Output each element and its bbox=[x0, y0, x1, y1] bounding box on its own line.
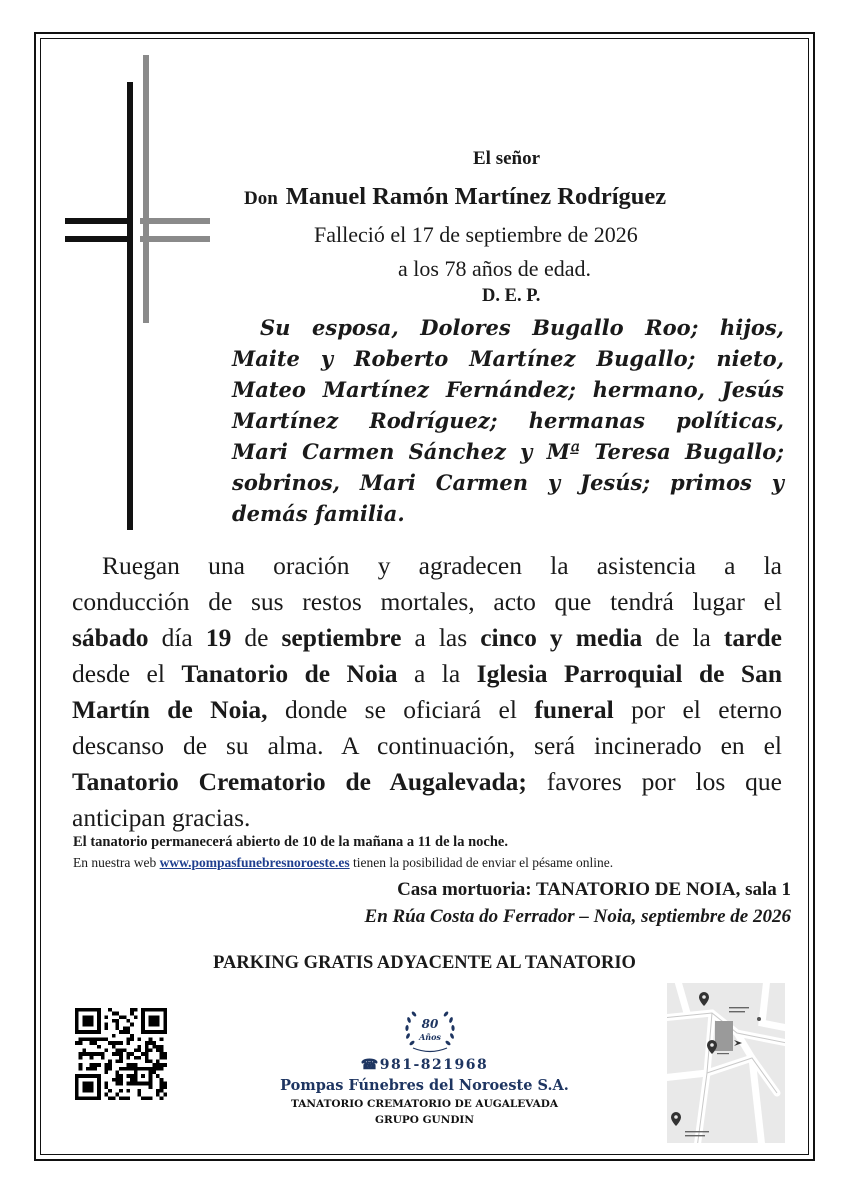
ceremony-line bbox=[72, 620, 782, 656]
ceremony-text: anticipan gracias. bbox=[72, 803, 251, 832]
age-line: a los 78 años de edad. bbox=[398, 256, 592, 281]
title-line: El señor bbox=[473, 148, 541, 169]
family-line: Martínez Rodríguez; hermanas políticas, bbox=[232, 408, 784, 433]
ceremony-bold-text: 19 bbox=[205, 623, 232, 652]
family-line: Su esposa, Dolores Bugallo Roo; hijos, bbox=[260, 315, 784, 340]
ceremony-text: a las bbox=[401, 623, 481, 652]
ceremony-bold-text: septiembre bbox=[281, 623, 402, 652]
casa-mortuoria: Casa mortuoria: TANATORIO DE NOIA, sala 1 bbox=[397, 879, 791, 900]
web-suffix: tienen la posibilidad de enviar el pésame online. bbox=[349, 855, 614, 870]
deceased-name-line bbox=[244, 183, 666, 211]
company-subtitle: TANATORIO CREMATORIO DE AUGALEVADA bbox=[291, 1098, 558, 1110]
family-line: sobrinos, Mari Carmen y Jesús; primos y bbox=[232, 470, 784, 495]
ceremony-bold-text: Martín de Noia, bbox=[72, 695, 268, 724]
ceremony-bold-text: funeral bbox=[534, 695, 614, 724]
location-map[interactable] bbox=[667, 983, 785, 1143]
ceremony-block bbox=[72, 548, 782, 836]
web-link[interactable]: www.pompasfunebresnoroeste.es bbox=[159, 855, 350, 870]
phone-icon: ☎ bbox=[360, 1057, 380, 1073]
deceased-name: Manuel Ramón Martínez Rodríguez bbox=[285, 183, 667, 210]
ceremony-bold-text: cinco y media bbox=[480, 623, 643, 652]
logo-word: Años bbox=[419, 1032, 441, 1042]
ceremony-line bbox=[72, 692, 782, 728]
ceremony-text: de la bbox=[642, 623, 724, 652]
ceremony-text: Ruegan una oración y agradecen la asistencia a la bbox=[102, 551, 782, 580]
dep-label: D. E. P. bbox=[482, 286, 541, 306]
ceremony-text: descanso de su alma. A continuación, será incinerado en el bbox=[72, 731, 782, 760]
name-prefix: Don bbox=[244, 188, 278, 209]
family-line: Maite y Roberto Martínez Bugallo; nieto, bbox=[232, 346, 784, 371]
web-note bbox=[73, 855, 613, 871]
ceremony-text: de bbox=[231, 623, 282, 652]
family-block bbox=[232, 312, 784, 529]
hours-note: El tanatorio permanecerá abierto de 10 de la mañana a 11 de la noche. bbox=[73, 834, 508, 850]
ceremony-bold-text: Iglesia Parroquial de San bbox=[476, 659, 783, 688]
location-date: En Rúa Costa do Ferrador – Noia, septiembre de 2026 bbox=[364, 906, 791, 927]
anniversary-logo bbox=[399, 1005, 461, 1057]
ceremony-line bbox=[72, 800, 782, 836]
family-line: demás familia. bbox=[232, 501, 405, 526]
logo-number: 80 bbox=[421, 1017, 439, 1031]
parking-notice: PARKING GRATIS ADYACENTE AL TANATORIO bbox=[213, 953, 636, 973]
ceremony-line bbox=[72, 728, 782, 764]
death-date: Falleció el 17 de septiembre de 2026 bbox=[314, 222, 638, 247]
ceremony-line bbox=[72, 656, 782, 692]
family-line: Mari Carmen Sánchez y Mª Teresa Bugallo; bbox=[232, 439, 784, 464]
cross-icon bbox=[60, 52, 220, 532]
ceremony-bold-text: sábado bbox=[72, 623, 149, 652]
ceremony-text: día bbox=[148, 623, 206, 652]
ceremony-text: a la bbox=[397, 659, 477, 688]
ceremony-bold-text: Tanatorio de Noia bbox=[181, 659, 398, 688]
ceremony-text: desde el bbox=[72, 659, 182, 688]
ceremony-line bbox=[72, 548, 782, 584]
ceremony-text: por el eterno bbox=[613, 695, 782, 724]
ceremony-bold-text: tarde bbox=[723, 623, 782, 652]
ceremony-line bbox=[72, 584, 782, 620]
company-group: GRUPO GUNDIN bbox=[375, 1114, 474, 1126]
web-prefix: En nuestra web bbox=[73, 855, 160, 870]
ceremony-bold-text: Tanatorio Crematorio de Augalevada; bbox=[72, 767, 527, 796]
company-name: Pompas Fúnebres del Noroeste S.A. bbox=[280, 1077, 569, 1094]
ceremony-text: conducción de sus restos mortales, acto que tendrá lugar el bbox=[72, 587, 782, 616]
ceremony-text: donde se oficiará el bbox=[267, 695, 535, 724]
ceremony-text: favores por los que bbox=[526, 767, 782, 796]
ceremony-line bbox=[72, 764, 782, 800]
phone-number[interactable]: 981-821968 bbox=[379, 1057, 489, 1073]
family-line: Mateo Martínez Fernández; hermano, Jesús bbox=[232, 377, 784, 402]
